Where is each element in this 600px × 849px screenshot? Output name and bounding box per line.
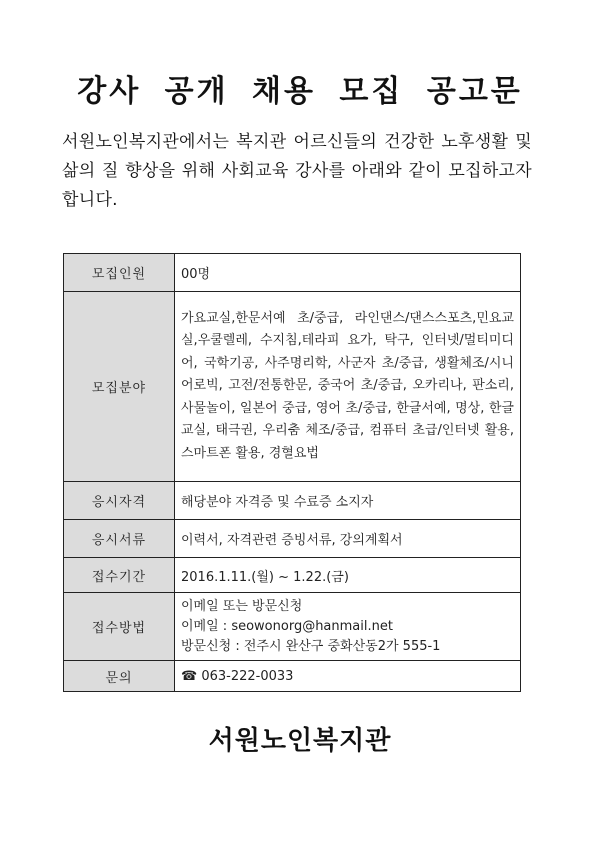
organization-name: 서원노인복지관 [208,726,392,756]
recruitment-info-table [63,253,521,692]
qualification-label: 응시자격 [64,482,175,520]
table-row-contact [64,661,521,692]
documents-label: 응시서류 [64,520,175,558]
method-line-email: 이메일 : seowonorg@hanmail.net [181,618,393,634]
method-label: 접수방법 [64,593,175,661]
table-row-documents [64,520,521,558]
table-row-qualification [64,482,521,520]
table-row-recruits [64,254,521,292]
fields-value: 가요교실,한문서예 초/중급, 라인댄스/댄스스포츠,민요교실,우쿨렐레, 수지침,테라피 요가, 탁구, 인터넷/멀티미디어, 국학기공, 사주명리학, 사군자 초/중급, 생활체조/시니어로빅, 고전/전통한문, 중국어 초/중급, 오카리나, 판소리, 사물놀이, 일본어 중급, 영어 초/중급, 한글서예, 명상, 한글교실, 태극권, 우리춤 체조/중급, 컴퓨터 초급/인터넷 활용, 스마트폰 활용, 경혈요법 [175,292,521,482]
recruits-value: 00명 [175,254,521,292]
period-label: 접수기간 [64,558,175,593]
method-value [175,593,521,661]
fields-label: 모집분야 [64,292,175,482]
recruits-label: 모집인원 [64,254,175,292]
page-title: 강사 공개 채용 모집 공고문 [77,74,523,109]
method-line-visit: 방문신청 : 전주시 완산구 중화산동2가 555-1 [181,638,441,654]
method-line-1: 이메일 또는 방문신청 [181,598,303,614]
phone-icon: ☎ [181,668,198,684]
documents-value: 이력서, 자격관련 증빙서류, 강의계획서 [175,520,521,558]
table-row-method [64,593,521,661]
contact-value-cell [175,661,521,692]
table-row-fields [64,292,521,482]
qualification-value: 해당분야 자격증 및 수료증 소지자 [175,482,521,520]
intro-paragraph: 서원노인복지관에서는 복지관 어르신들의 건강한 노후생활 및 삶의 질 향상을 위해 사회교육 강사를 아래와 같이 모집하고자 합니다. [62,132,532,210]
period-value: 2016.1.11.(월) ~ 1.22.(금) [175,558,521,593]
contact-phone: 063-222-0033 [201,668,294,684]
table-row-period [64,558,521,593]
contact-label: 문의 [64,661,175,692]
